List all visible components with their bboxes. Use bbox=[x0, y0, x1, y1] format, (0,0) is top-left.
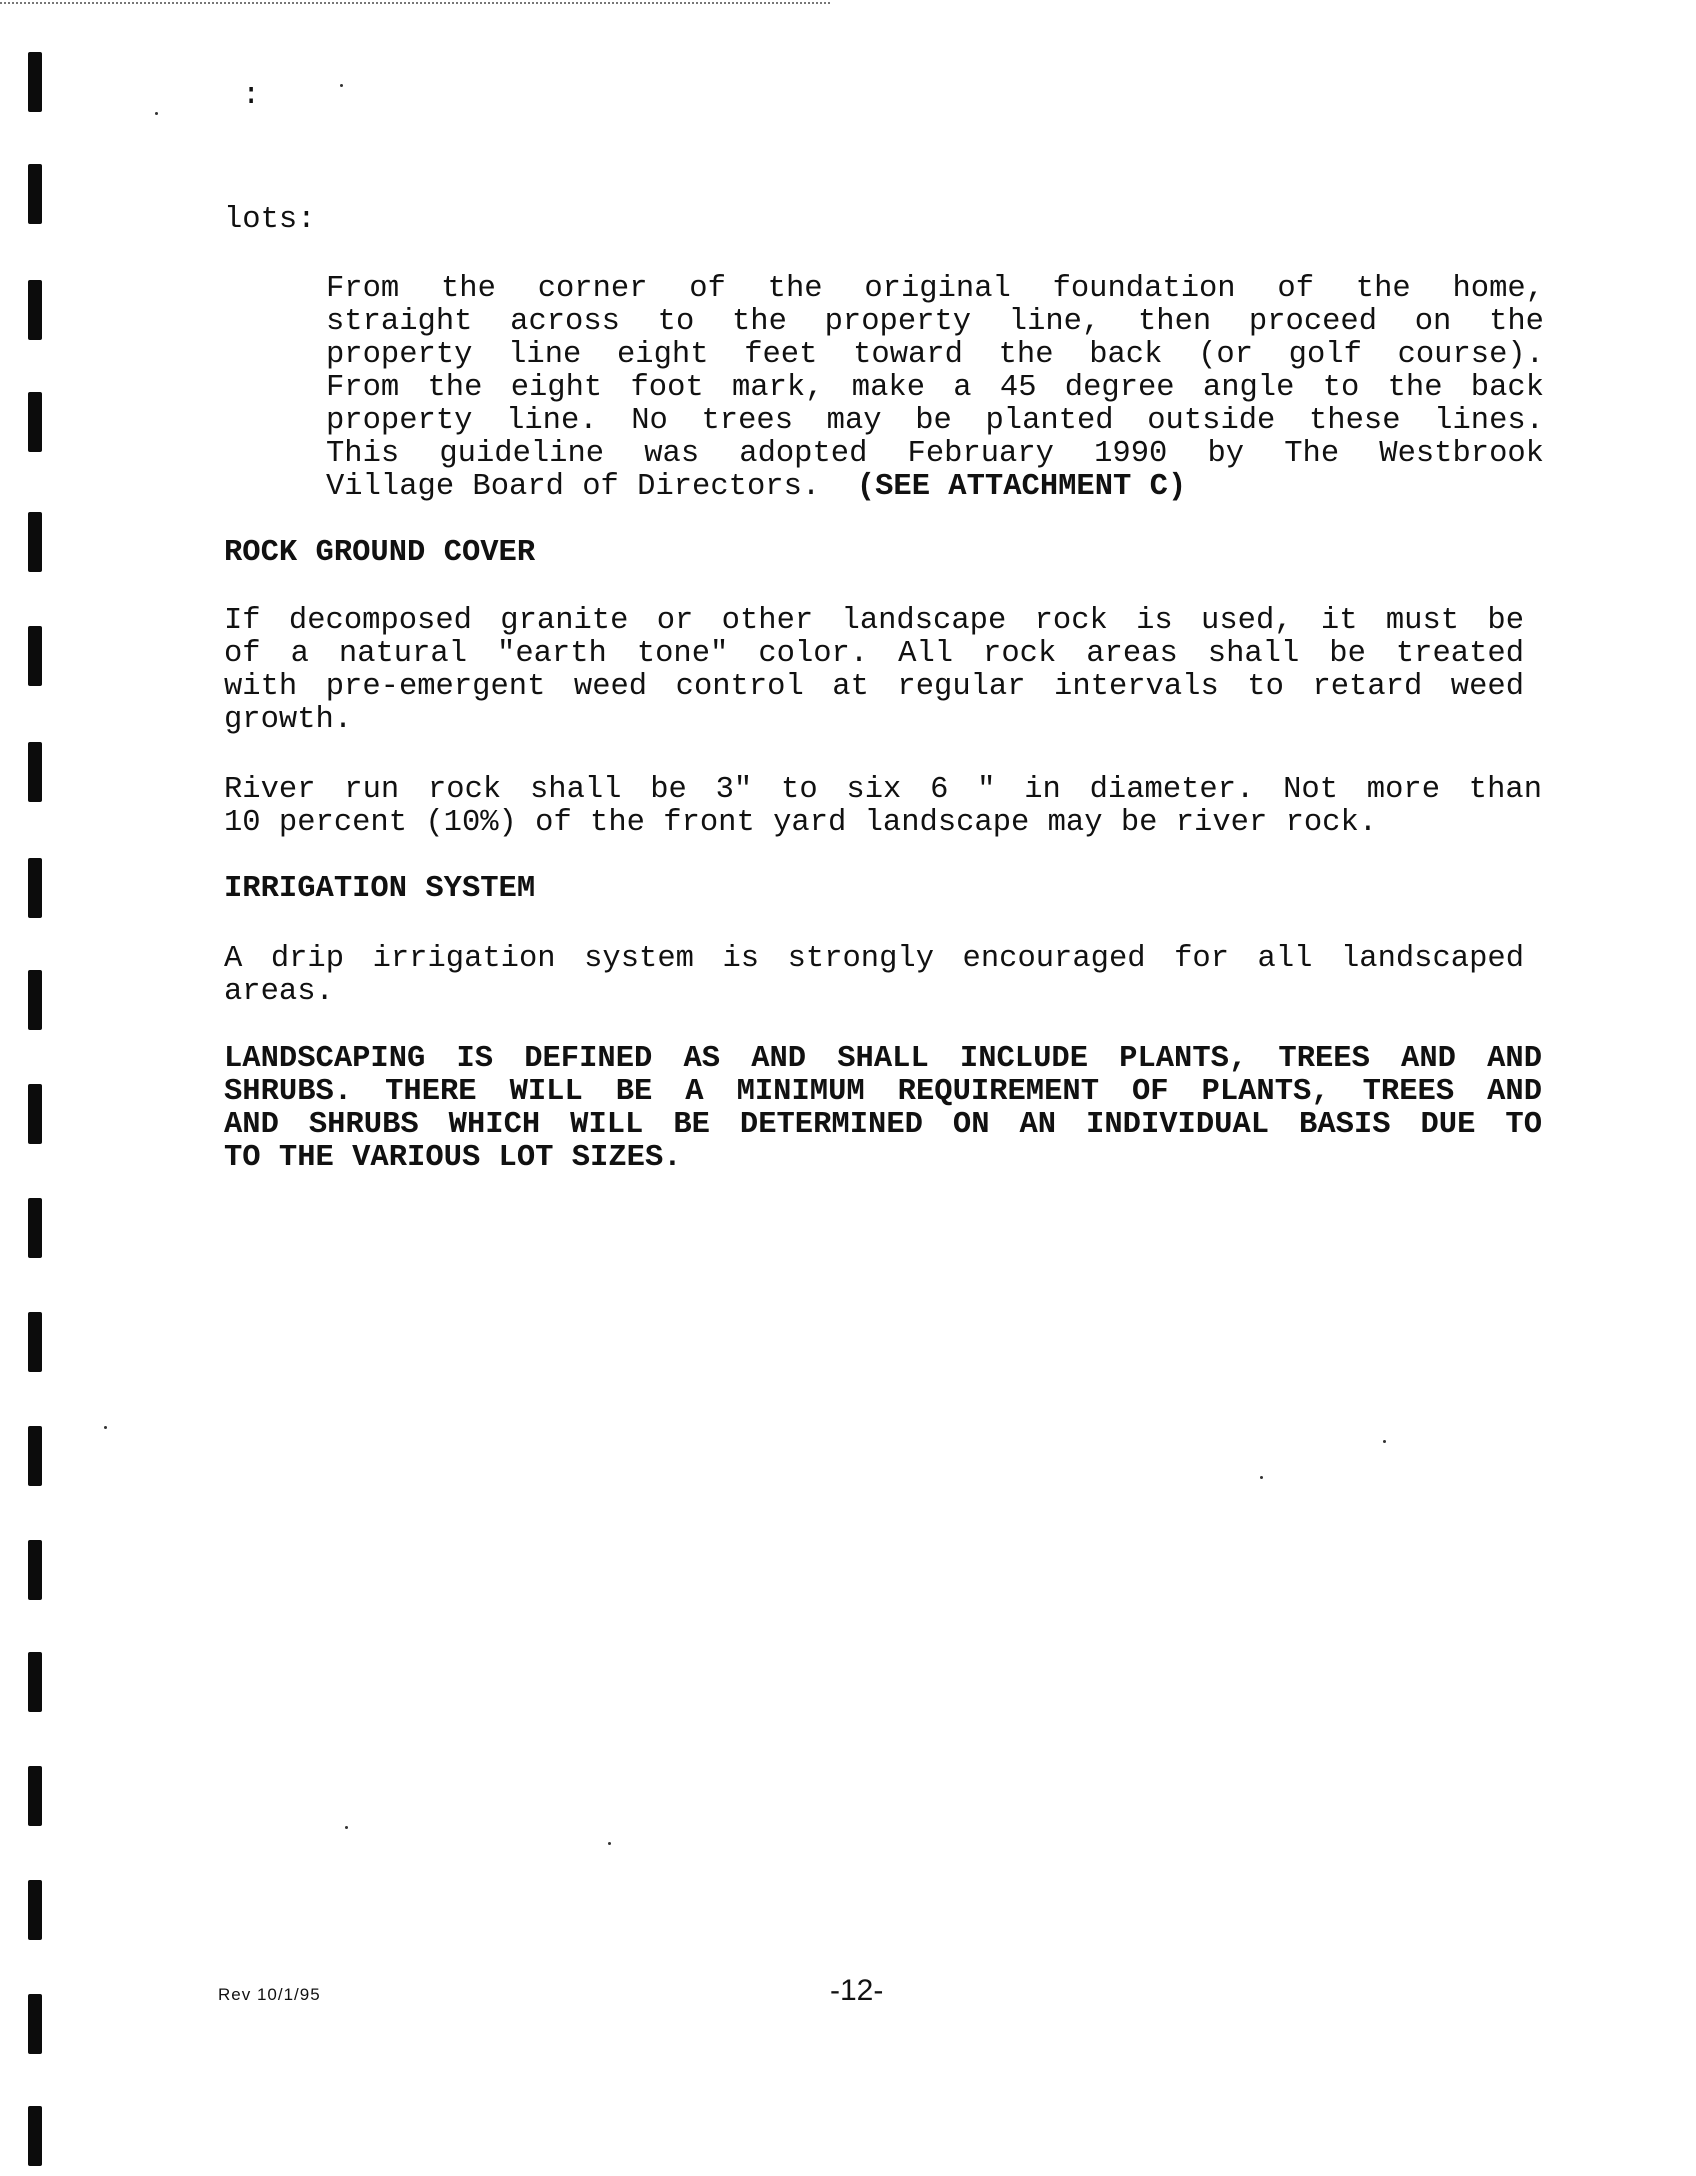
binder-punch-mark bbox=[28, 1426, 42, 1486]
scan-speck bbox=[340, 84, 343, 87]
binder-punch-mark bbox=[28, 392, 42, 452]
paragraph-line: LANDSCAPING IS DEFINED AS AND SHALL INCLUDE PLANTS, TREES AND AND bbox=[224, 1042, 1542, 1076]
rock-ground-cover-heading: ROCK GROUND COVER bbox=[224, 536, 536, 570]
paragraph-line: growth. bbox=[224, 703, 353, 737]
binder-punch-mark bbox=[28, 1880, 42, 1940]
attachment-reference: (SEE ATTACHMENT C) bbox=[856, 470, 1187, 504]
paragraph-line: AND SHRUBS WHICH WILL BE DETERMINED ON AN INDIVIDUAL BASIS DUE TO bbox=[224, 1108, 1542, 1142]
paragraph-line: If decomposed granite or other landscape rock is used, it must be bbox=[224, 604, 1524, 638]
rock-paragraph-1 bbox=[224, 605, 1524, 737]
binder-punch-mark bbox=[28, 2106, 42, 2166]
binder-punch-mark bbox=[28, 1312, 42, 1372]
continuation-label: lots: bbox=[224, 203, 316, 237]
scan-top-rule bbox=[0, 2, 830, 4]
scan-speck bbox=[608, 1842, 611, 1845]
scan-speck bbox=[1383, 1440, 1386, 1443]
paragraph-line bbox=[326, 471, 1544, 504]
scan-speck bbox=[155, 112, 158, 115]
rock-paragraph-2 bbox=[224, 774, 1542, 840]
irrigation-paragraph bbox=[224, 943, 1524, 1009]
binder-punch-mark bbox=[28, 1994, 42, 2054]
paragraph-line: SHRUBS. THERE WILL BE A MINIMUM REQUIREMENT OF PLANTS, TREES AND bbox=[224, 1075, 1542, 1109]
landscaping-definition bbox=[224, 1043, 1542, 1175]
paragraph-line: property line. No trees may be planted outside these lines. bbox=[326, 404, 1544, 438]
binder-punch-mark bbox=[28, 626, 42, 686]
binder-punch-mark bbox=[28, 970, 42, 1030]
irrigation-system-heading: IRRIGATION SYSTEM bbox=[224, 872, 536, 906]
paragraph-line: From the eight foot mark, make a 45 degree angle to the back bbox=[326, 371, 1544, 405]
binder-punch-mark bbox=[28, 1540, 42, 1600]
page-number: -12- bbox=[830, 1974, 884, 2007]
paragraph-line: This guideline was adopted February 1990 by The Westbrook bbox=[326, 437, 1544, 471]
paragraph-line: straight across to the property line, then proceed on the bbox=[326, 305, 1544, 339]
binder-punch-mark bbox=[28, 52, 42, 112]
paragraph-line: River run rock shall be 3" to six 6 " in diameter. Not more than bbox=[224, 773, 1542, 807]
scan-speck bbox=[345, 1826, 348, 1829]
binder-punch-mark bbox=[28, 280, 42, 340]
scan-speck bbox=[104, 1426, 107, 1429]
last-line-text: Village Board of Directors. bbox=[326, 470, 821, 504]
paragraph-line: with pre-emergent weed control at regular intervals to retard weed bbox=[224, 670, 1524, 704]
revision-date: Rev 10/1/95 bbox=[218, 1985, 321, 2004]
binder-punch-mark bbox=[28, 1084, 42, 1144]
binder-punch-mark bbox=[28, 1766, 42, 1826]
paragraph-line: of a natural "earth tone" color. All rock areas shall be treated bbox=[224, 637, 1524, 671]
paragraph-line: areas. bbox=[224, 975, 334, 1009]
binder-punch-mark bbox=[28, 164, 42, 224]
binder-punch-mark bbox=[28, 858, 42, 918]
binder-punch-mark bbox=[28, 1652, 42, 1712]
scan-speck bbox=[1260, 1476, 1263, 1479]
paragraph-line: 10 percent (10%) of the front yard landscape may be river rock. bbox=[224, 806, 1378, 840]
binder-punch-mark bbox=[28, 1198, 42, 1258]
paragraph-line: A drip irrigation system is strongly encouraged for all landscaped bbox=[224, 942, 1524, 976]
paragraph-line: property line eight feet toward the back (or golf course). bbox=[326, 338, 1544, 372]
paragraph-line: TO THE VARIOUS LOT SIZES. bbox=[224, 1141, 682, 1175]
binder-punch-mark bbox=[28, 512, 42, 572]
paragraph-line: From the corner of the original foundation of the home, bbox=[326, 272, 1544, 306]
binder-punch-mark bbox=[28, 742, 42, 802]
setback-paragraph bbox=[326, 273, 1544, 504]
stray-mark: : bbox=[242, 79, 261, 113]
